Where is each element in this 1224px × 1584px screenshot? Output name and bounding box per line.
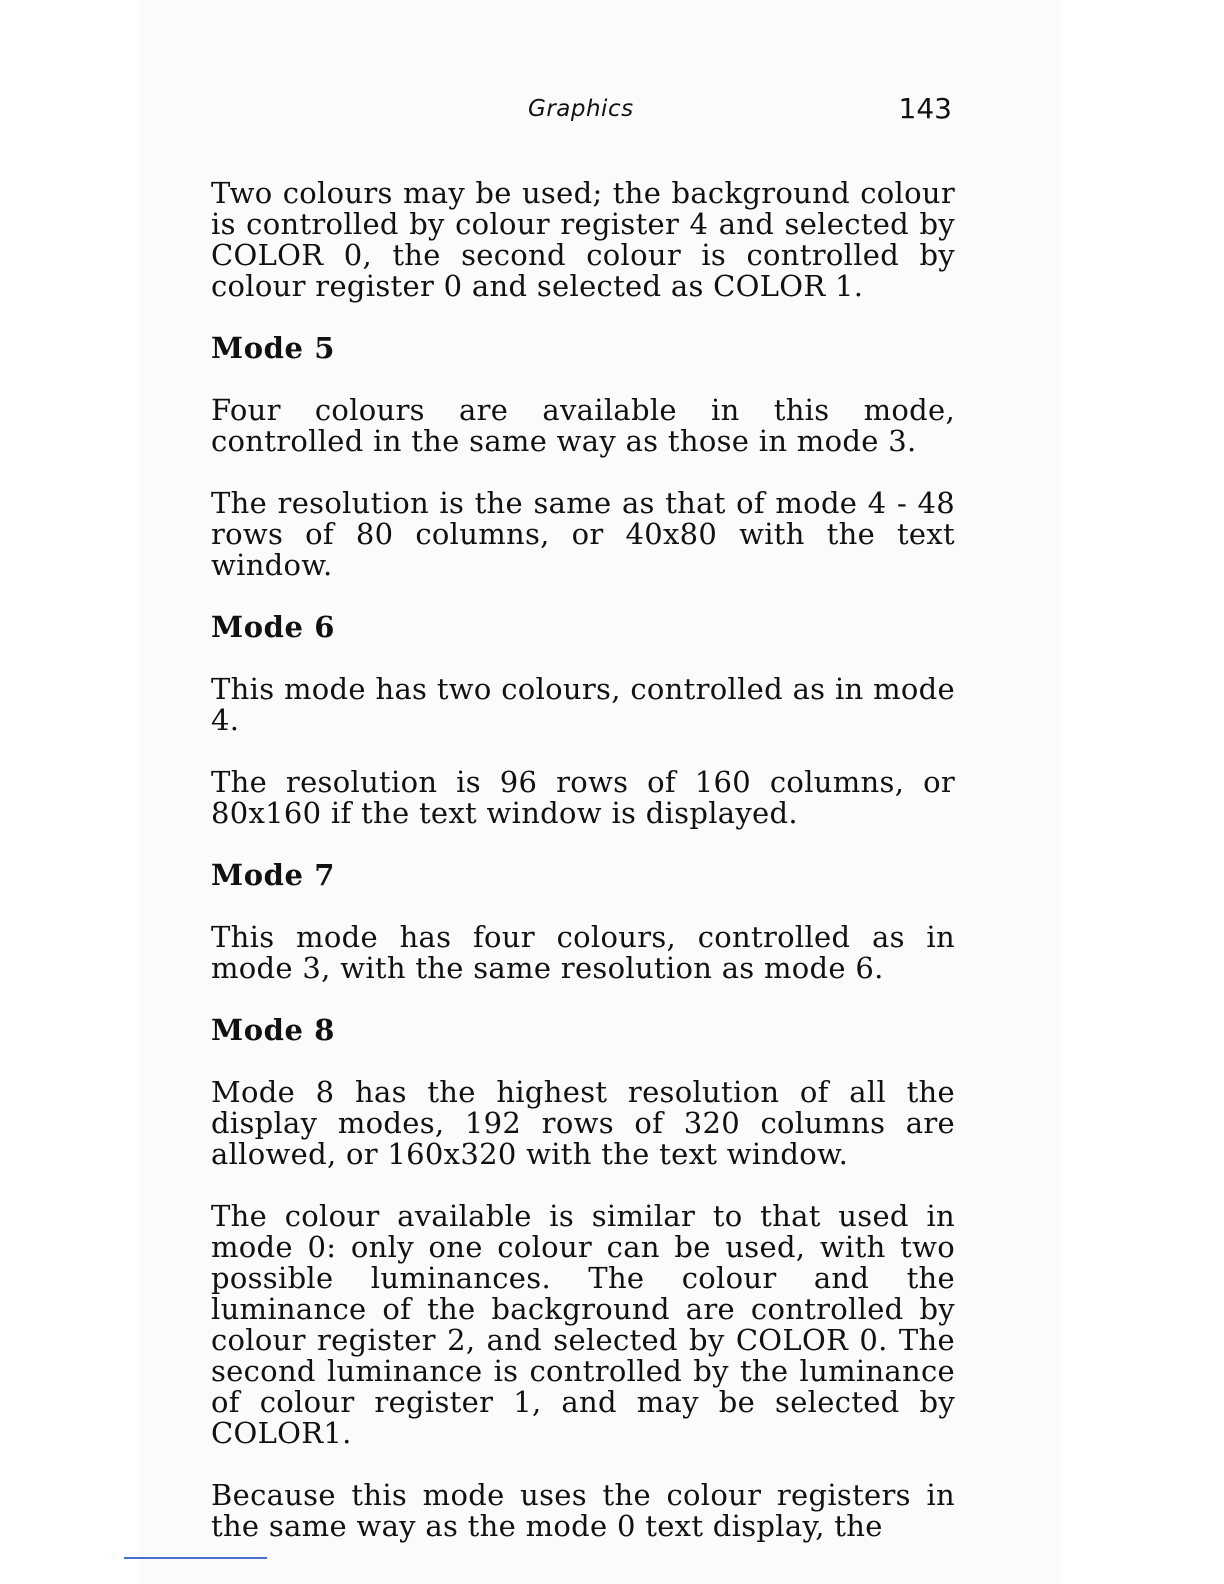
page-header	[528, 92, 952, 128]
heading-mode-7: Mode 7	[211, 858, 336, 892]
paragraph-mode-5-resolution: The resolution is the same as that of mode 4 - 48 rows of 80 columns, or 40x80 with the text window.	[211, 486, 955, 582]
footer-rule	[124, 1557, 267, 1559]
page-number: 143	[898, 92, 952, 125]
paragraph-mode-8-resolution: Mode 8 has the highest resolution of all the display modes, 192 rows of 320 columns are allowed, or 160x320 with the text window.	[211, 1075, 955, 1171]
paragraph-mode-8-registers: Because this mode uses the colour registers in the same way as the mode 0 text display, the	[211, 1478, 955, 1543]
heading-mode-8: Mode 8	[211, 1013, 336, 1047]
heading-mode-5: Mode 5	[211, 331, 336, 365]
heading-mode-6: Mode 6	[211, 610, 336, 644]
paragraph-mode-7: This mode has four colours, controlled as in mode 3, with the same resolution as mode 6.	[211, 920, 955, 985]
paragraph-mode-8-colour: The colour available is similar to that used in mode 0: only one colour can be used, with two possible luminances. The colour and the luminance of the background are controlled by colour register 2, and selected by COLOR 0. The second luminance is controlled by the luminance of colour register 1, and may be selected by COLOR1.	[211, 1199, 955, 1450]
paragraph-color-register-intro: Two colours may be used; the background colour is controlled by colour register 4 and selected by COLOR 0, the second colour is controlled by colour register 0 and selected as COLOR 1.	[211, 176, 955, 303]
paragraph-mode-6-colours: This mode has two colours, controlled as in mode 4.	[211, 672, 955, 737]
running-title: Graphics	[528, 96, 634, 122]
paragraph-mode-6-resolution: The resolution is 96 rows of 160 columns, or 80x160 if the text window is displayed.	[211, 765, 955, 830]
page-body	[211, 178, 955, 1542]
paragraph-mode-5-colours: Four colours are available in this mode, controlled in the same way as those in mode 3.	[211, 393, 955, 458]
